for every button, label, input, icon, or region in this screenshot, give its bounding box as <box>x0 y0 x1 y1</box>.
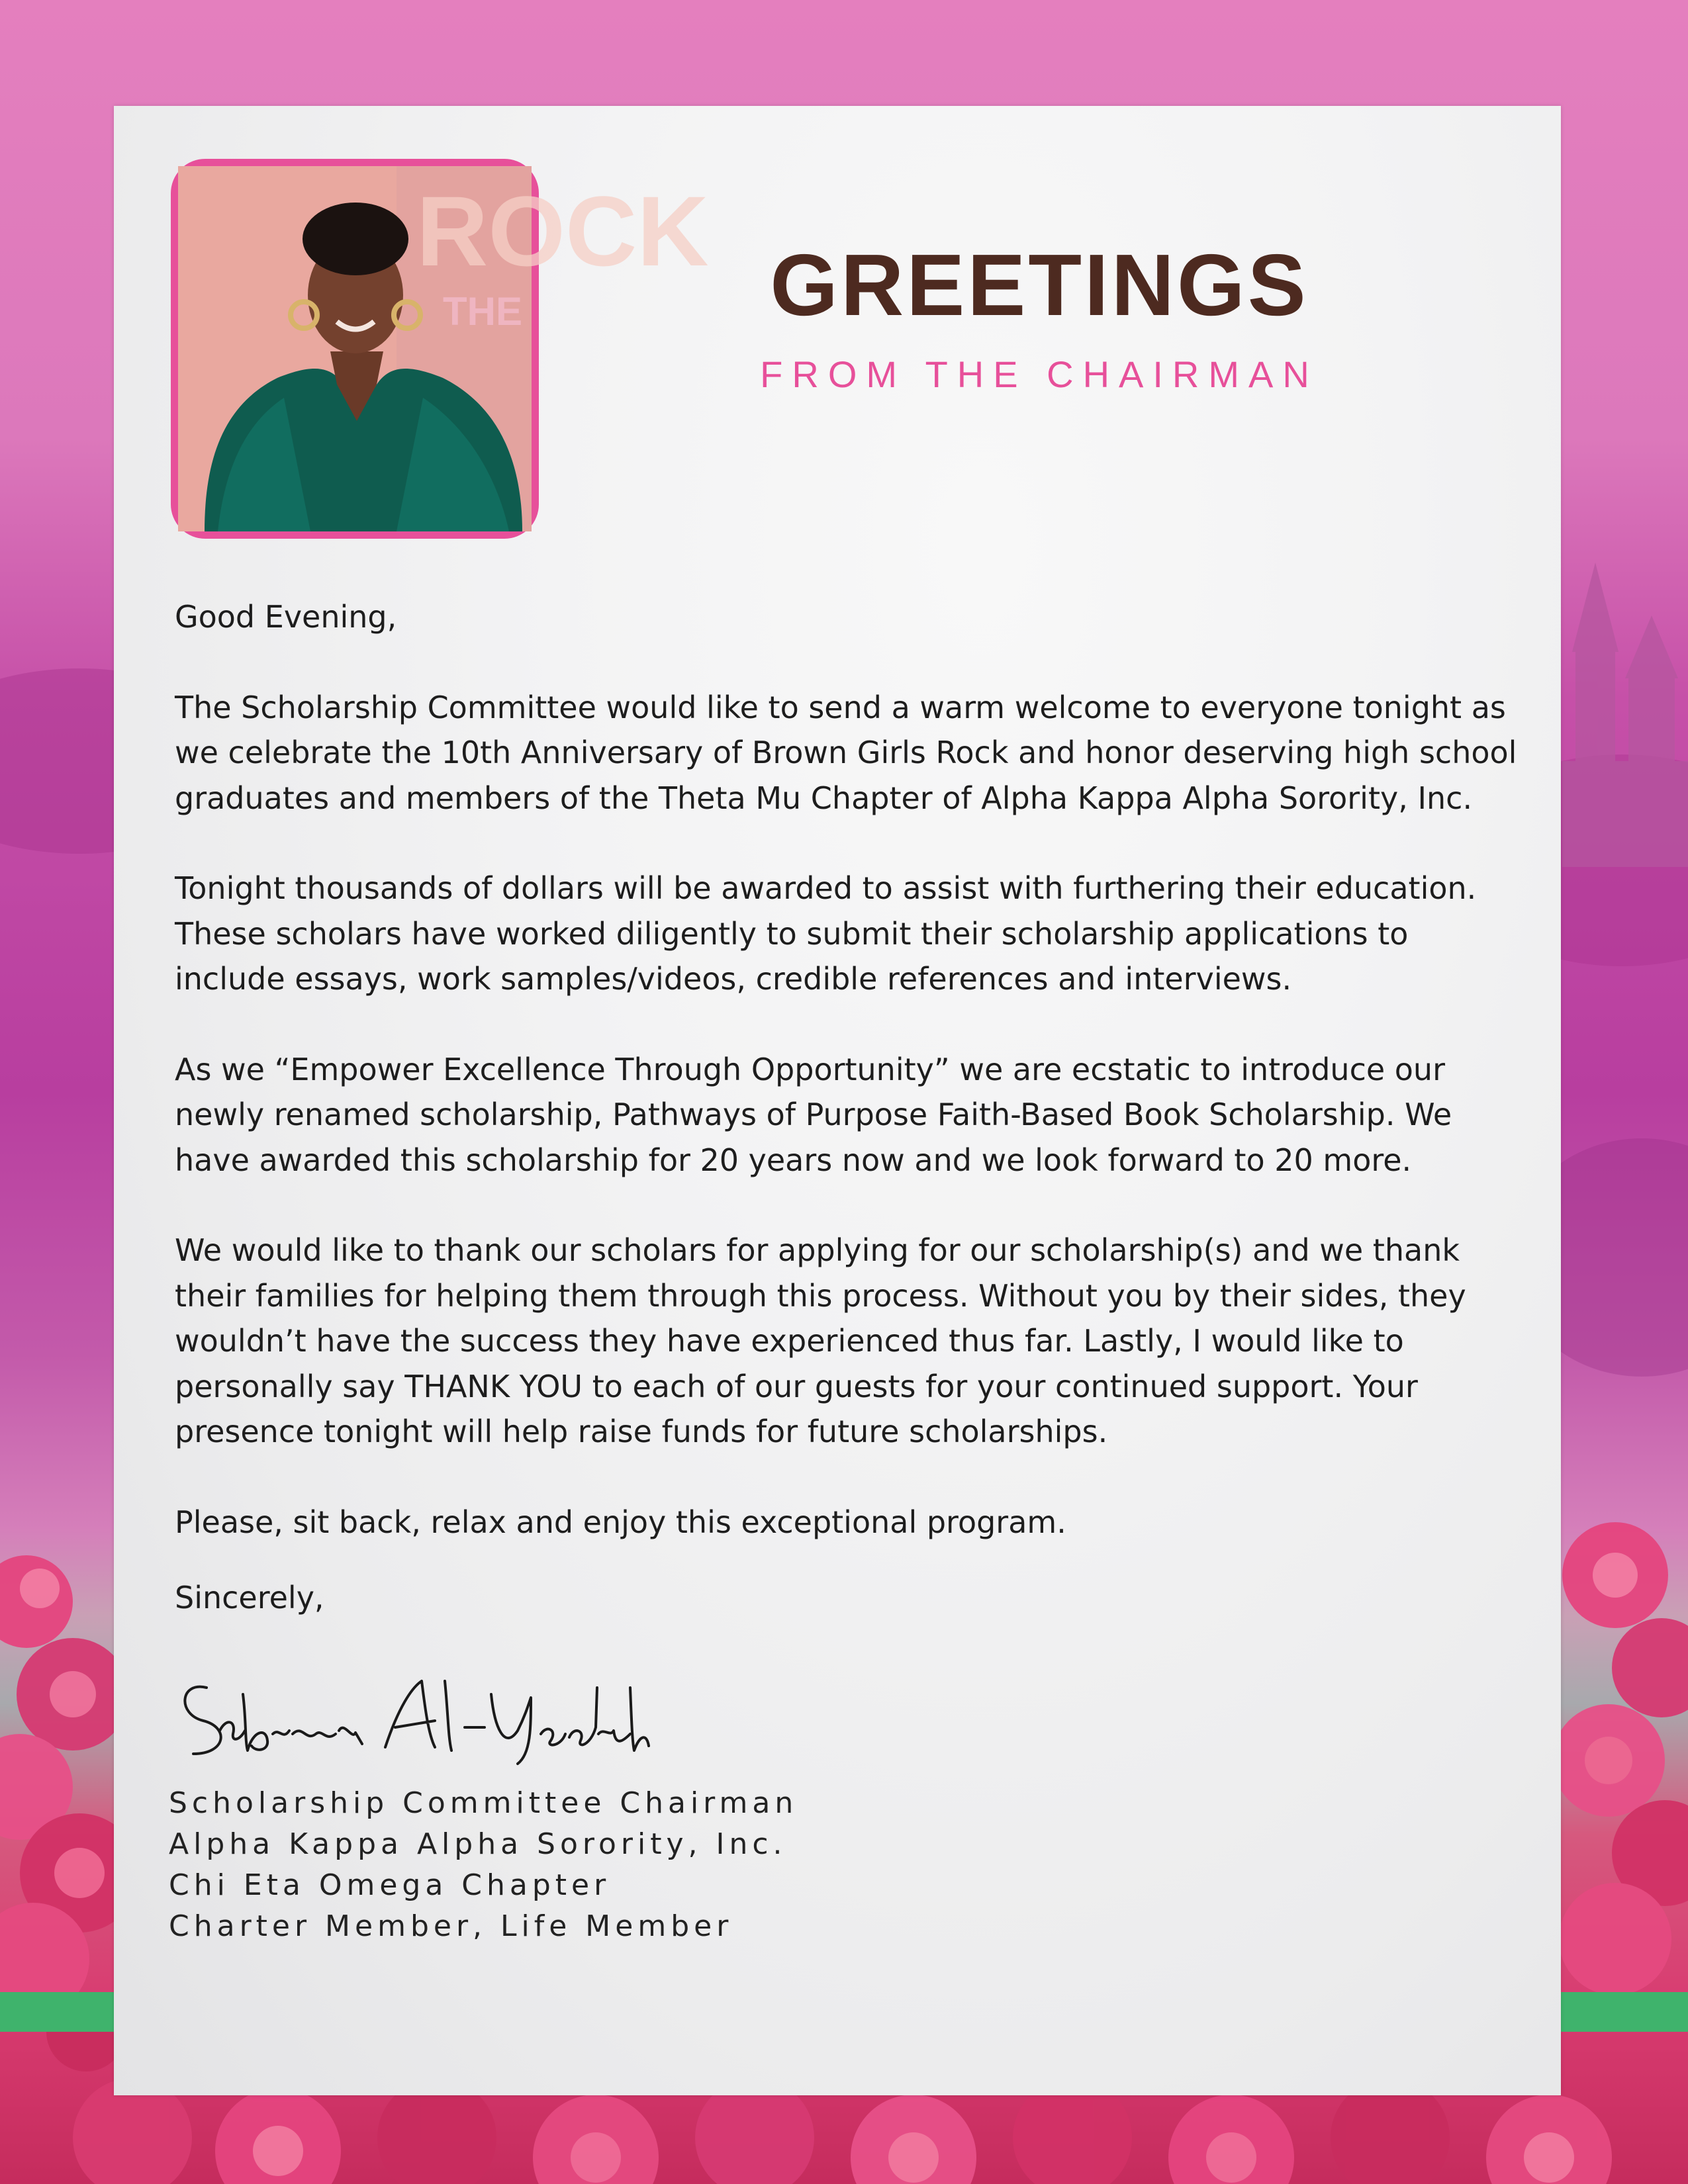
letter-paragraph: As we “Empower Excellence Through Opportunity” we are ecstatic to introduce our newly renamed scholarship, Pathways of Purpose Faith-Based Book Scholarship. We have awarded this scholarship for 20 years now and we look forward to 20 more. <box>175 1051 1452 1178</box>
signatory-line: Alpha Kappa Alpha Sorority, Inc. <box>169 1827 787 1861</box>
signature <box>173 1668 650 1767</box>
signatory-line: Scholarship Committee Chairman <box>169 1786 798 1820</box>
letter-paragraph: Please, sit back, relax and enjoy this exceptional program. <box>175 1504 1066 1540</box>
castle-icon <box>1562 563 1688 867</box>
signatory-line: Chi Eta Omega Chapter <box>169 1868 611 1902</box>
closing: Sincerely, <box>175 1580 324 1615</box>
page-subtitle: FROM THE CHAIRMAN <box>760 353 1319 395</box>
page-title: GREETINGS <box>770 236 1309 334</box>
signatory-titles <box>169 1783 1096 1947</box>
chairman-photo <box>171 159 709 539</box>
salutation: Good Evening, <box>175 599 397 635</box>
letter-body <box>175 594 1525 1666</box>
letter-paragraph: Tonight thousands of dollars will be awarded to assist with furthering their education. These scholars have worked diligently to submit their scholarship applications to include essays, work samples/videos, credible references and interviews. <box>175 870 1477 997</box>
portrait-image <box>178 166 709 531</box>
backdrop-text: ROCK <box>416 175 709 287</box>
signatory-line: Charter Member, Life Member <box>169 1909 733 1943</box>
roses-right <box>1552 1522 1688 1995</box>
letter-paragraph: We would like to thank our scholars for applying for our scholarship(s) and we thank their families for helping them through this process. Without you by their sides, they wouldn’t have the success they have experienced thus far. Lastly, I would like to personally say THANK YOU to each of our guests for your continued support. Your presence tonight will help raise funds for future scholarships. <box>175 1232 1466 1449</box>
letter-paragraph: The Scholarship Committee would like to send a warm welcome to everyone tonight as we celebrate the 10th Anniversary of Brown Girls Rock and honor deserving high school graduates and members of the Theta Mu Chapter of Alpha Kappa Alpha Sorority, Inc. <box>175 689 1517 816</box>
backdrop-text-2: THE <box>443 289 522 334</box>
